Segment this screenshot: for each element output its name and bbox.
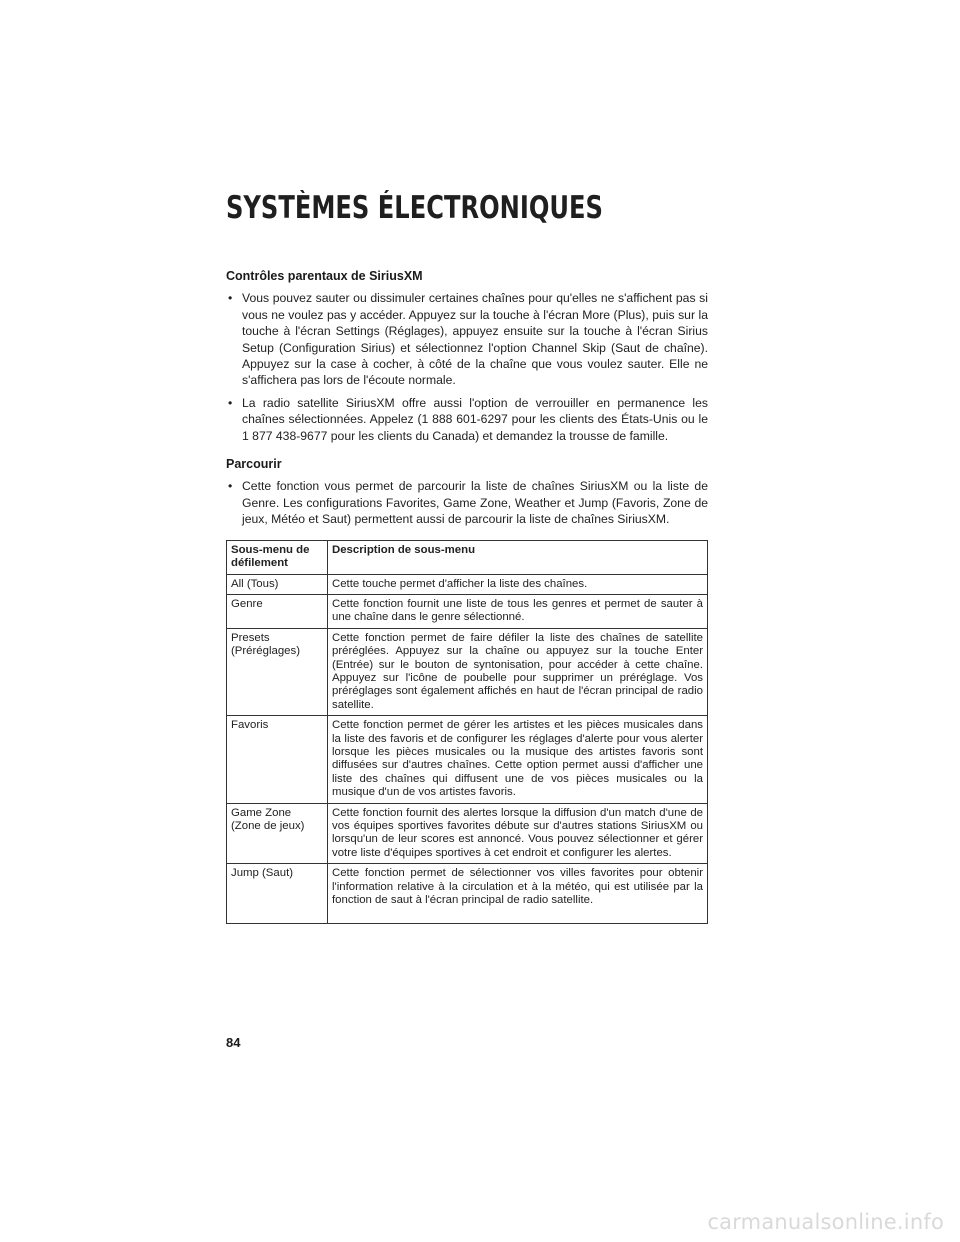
table-row (227, 864, 708, 924)
menu-cell: All (Tous) (227, 574, 328, 594)
bullet-icon: • (228, 291, 233, 306)
bullet-item (226, 290, 708, 388)
section-heading-browse: Parcourir (226, 457, 282, 472)
submenu-table (226, 540, 708, 925)
bullet-icon: • (228, 479, 233, 494)
main-content (226, 268, 708, 924)
table-row (227, 716, 708, 803)
bullet-icon: • (228, 395, 233, 410)
table-row (227, 594, 708, 628)
bullet-item (226, 478, 708, 527)
column-header-description: Description de sous-menu (328, 540, 708, 574)
column-header-menu: Sous-menu de défilement (227, 540, 328, 574)
description-cell: Cette fonction permet de gérer les artistes et les pièces musicales dans la liste des favoris et de configurer les réglages d'alerte pour vous alerter lorsque les pièces musicales ou la musique des artistes favoris sont diffusées sur d'autres chaînes. Cette option permet aussi d'afficher une liste des chaînes qui diffusent une de vos pièces musicales ou la musique d'un de vos artistes favoris. (328, 716, 708, 803)
table-header-row (227, 540, 708, 574)
menu-cell: Favoris (227, 716, 328, 803)
description-cell: Cette fonction fournit une liste de tous les genres et permet de sauter à une chaîne dans le genre sélectionné. (328, 594, 708, 628)
table-row (227, 574, 708, 594)
menu-cell: Presets (Préréglages) (227, 628, 328, 715)
table-row (227, 803, 708, 864)
watermark: carmanualsonline.info (707, 1210, 944, 1234)
description-cell: Cette fonction fournit des alertes lorsque la diffusion d'un match d'une de vos équipes sportives favorites débute sur d'autres stations SiriusXM ou lorsqu'un de leur scores est annoncé. Vous pouvez sélectionner et gérer votre liste d'équipes sportives à cet endroit et configurer les alertes. (328, 803, 708, 864)
description-cell: Cette fonction permet de sélectionner vos villes favorites pour obtenir l'information relative à la circulation et à la météo, qui est utilisée par la fonction de saut à l'écran principal de radio satellite. (328, 864, 708, 924)
menu-cell: Genre (227, 594, 328, 628)
page-title: SYSTÈMES ÉLECTRONIQUES (226, 190, 603, 226)
bullet-text: La radio satellite SiriusXM offre aussi l'option de verrouiller en permanence les chaînes sélectionnées. Appelez (1 888 601-6297 pour les clients des États-Unis ou le 1 877 438-9677 pour les clients du Canada) et demandez la trousse de famille. (242, 395, 708, 443)
menu-cell: Game Zone (Zone de jeux) (227, 803, 328, 864)
menu-cell: Jump (Saut) (227, 864, 328, 924)
bullet-text: Cette fonction vous permet de parcourir la liste de chaînes SiriusXM ou la liste de Genre. Les configurations Favorites, Game Zone, Weather et Jump (Favoris, Zone de jeux, Météo et Saut) permettent aussi de parcourir la liste de chaînes SiriusXM. (242, 479, 708, 527)
description-cell: Cette touche permet d'afficher la liste des chaînes. (328, 574, 708, 594)
bullet-text: Vous pouvez sauter ou dissimuler certaines chaînes pour qu'elles ne s'affichent pas si vous ne voulez pas y accéder. Appuyez sur la touche à l'écran More (Plus), puis sur la touche à l'écran Settings (Réglages), appuyez ensuite sur la touche à l'écran Sirius Setup (Configuration Sirius) et sélectionnez l'option Channel Skip (Saut de chaîne). Appuyez sur la case à cocher, à côté de la chaîne que vous voulez sauter. Elle ne s'affichera pas lors de l'écoute normale. (242, 291, 708, 388)
bullet-item (226, 395, 708, 444)
page-number: 84 (226, 1035, 241, 1050)
description-cell: Cette fonction permet de faire défiler la liste des chaînes de satellite préréglées. Appuyez sur la chaîne ou appuyez sur la touche Enter (Entrée) sur le bouton de syntonisation, pour accéder à cette chaîne. Appuyez sur l'icône de poubelle pour supprimer un préréglage. Vos préréglages sont également affichés en haut de l'écran principal de radio satellite. (328, 628, 708, 715)
table-row (227, 628, 708, 715)
section-heading-parental: Contrôles parentaux de SiriusXM (226, 269, 423, 283)
